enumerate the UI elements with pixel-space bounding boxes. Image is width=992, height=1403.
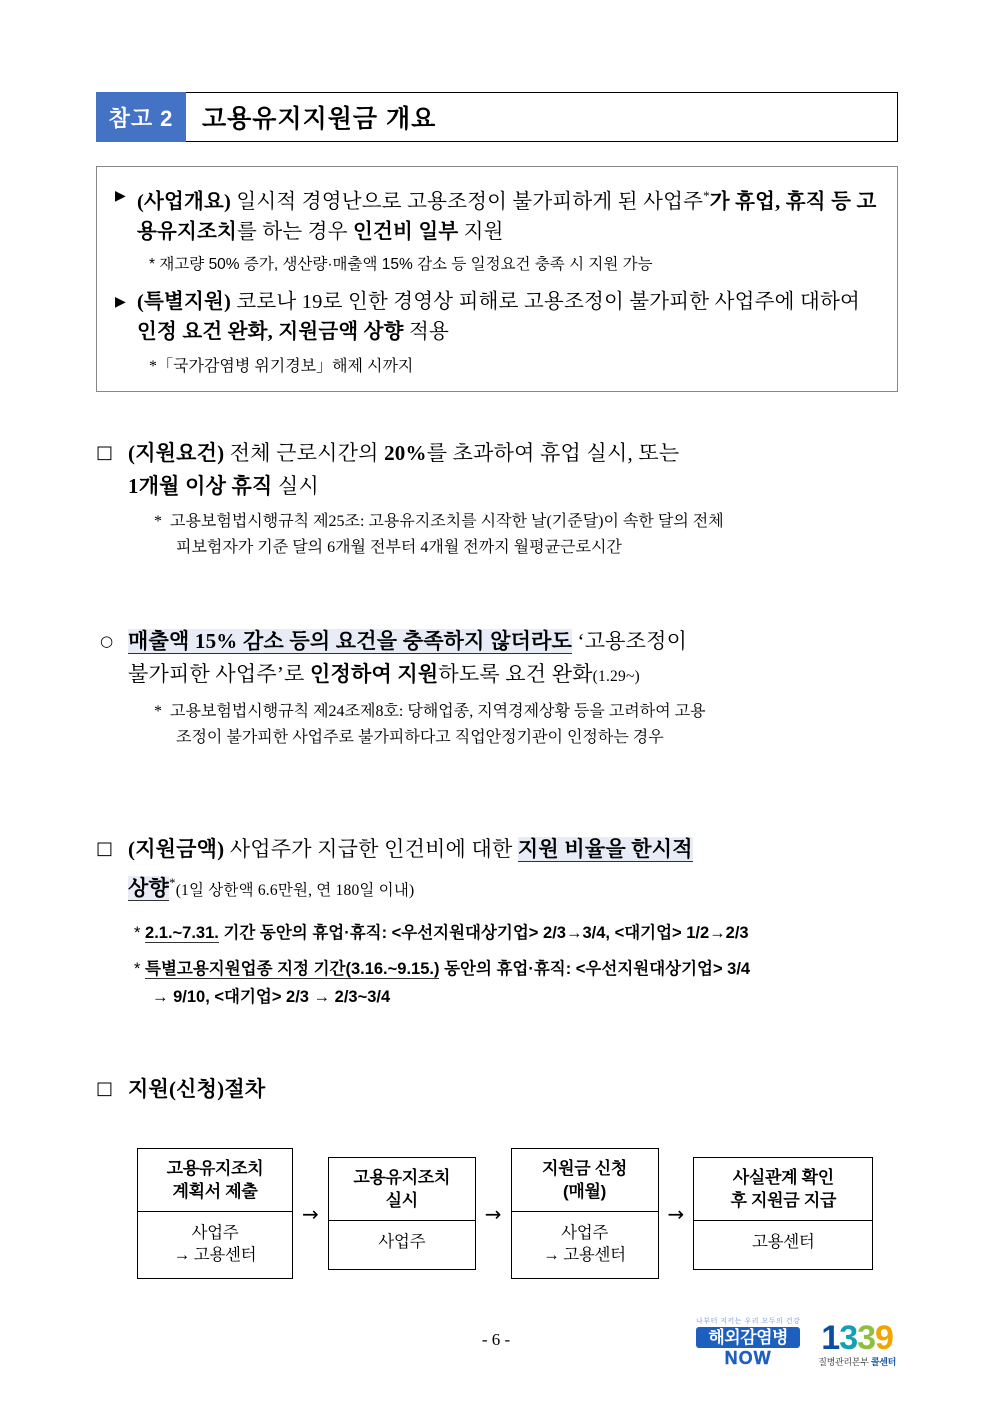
summary-bullet-1-text <box>137 181 879 247</box>
flow-step-3-actor-line1: 사업주 <box>561 1223 608 1242</box>
requirement-label: (지원요건) <box>128 441 225 465</box>
special-support-keyword: 인정 요건 완화, 지원금액 상향 <box>137 320 404 343</box>
flow-step-2-title-line1: 고용유지조치 <box>353 1168 451 1187</box>
note-2-rest: 동안의 휴업·휴직: <우선지원대상기업> 3/4 <box>439 960 751 978</box>
summary-box <box>96 166 898 392</box>
flow-step-4-title-line1: 사실관계 확인 <box>732 1168 834 1187</box>
summary-note-2: *「국가감염병 위기경보」해제 시까지 <box>149 357 414 375</box>
amount-highlight-1: 지원 비율을 한시적 <box>517 837 693 861</box>
logo-1339-digits <box>818 1321 896 1355</box>
flow-step-1-title <box>138 1149 292 1212</box>
page-number: - 6 - <box>481 1330 511 1349</box>
item-2-head <box>96 625 908 693</box>
flow-step-1-title-line1: 고용유지조치 <box>166 1159 264 1178</box>
flow-step-3-actor-line2: → 고용센터 <box>543 1245 626 1264</box>
amount-text-a: 사업주가 지급한 인건비에 대한 <box>224 837 518 861</box>
triangle-bullet-icon-2: ▶ <box>115 293 126 310</box>
item-4-head <box>96 1073 908 1106</box>
logo-1339-subtitle-pre: 질병관리본부 <box>818 1357 871 1367</box>
summary-bullet-1 <box>115 181 879 247</box>
note-2-line2: → 9/10, <대기업> 2/3 → 2/3~3/4 <box>152 988 391 1006</box>
requirement-line2-bold: 1개월 이상 휴직 <box>128 474 273 498</box>
flow-step-1 <box>137 1148 293 1279</box>
logo-now-main: 해외감염병 <box>696 1327 800 1348</box>
logo-1339 <box>818 1321 896 1367</box>
logo-1339-digit-4: 9 <box>875 1319 893 1357</box>
item-2-note <box>154 699 908 751</box>
logo-now-tagline: 나부터 지키는 우리 모두의 건강 <box>696 1318 801 1325</box>
flow-step-1-actor <box>138 1212 292 1278</box>
flow-step-4-actor-line1: 고용센터 <box>752 1232 815 1251</box>
square-bullet-icon-2: □ <box>96 838 114 859</box>
item-1-note <box>154 509 908 561</box>
summary-note-1: * 재고량 50% 증가, 생산량·매출액 15% 감소 등 일정요건 충족 시 지원 가능 <box>149 255 653 273</box>
footnote-star-3: * <box>134 924 141 942</box>
item-1-note-line1: 고용보험법시행규칙 제25조: 고용유지조치를 시작한 날(기준달)이 속한 달의 전체 <box>170 513 724 530</box>
item-2-note-line2: 조정이 불가피한 사업주로 불가피하다고 직업안정기관이 인정하는 경우 <box>176 729 664 746</box>
item-2-text <box>128 625 687 693</box>
flow-step-4 <box>693 1157 873 1270</box>
overview-text-1: 일시적 경영난으로 고용조정이 불가피하게 된 사업주 <box>231 190 704 213</box>
flow-step-3 <box>511 1148 659 1279</box>
relaxed-text-a: ‘고용조정이 <box>572 629 688 653</box>
item-3-text <box>128 833 693 907</box>
relaxed-highlight: 매출액 15% 감소 등의 요건을 충족하지 않더라도 <box>128 629 573 653</box>
logo-1339-digit-1: 1 <box>821 1319 840 1357</box>
footnote-star-1: * <box>154 513 162 530</box>
item-3-note-2 <box>134 955 908 1011</box>
procedure-label: 지원(신청)절차 <box>128 1077 266 1101</box>
item-2-note-line1: 고용보험법시행규칙 제24조제8호: 당해업종, 지역경제상황 등을 고려하여 고용 <box>170 703 706 720</box>
flow-step-2 <box>328 1157 476 1270</box>
logo-overseas-infectious-disease-now <box>696 1318 800 1367</box>
overview-text-4: 지원 <box>458 220 504 243</box>
relaxed-line2-bold: 인정하여 지원 <box>309 662 439 686</box>
relaxed-line2-date: (1.29~) <box>592 668 640 685</box>
flow-step-2-title <box>329 1158 475 1221</box>
footnote-star-2: * <box>154 703 162 720</box>
item-support-amount <box>96 833 908 1011</box>
triangle-bullet-icon: ▶ <box>115 188 126 204</box>
amount-highlight-2: 상향 <box>128 876 169 900</box>
flow-step-3-title-line1: 지원금 신청 <box>542 1159 628 1178</box>
flow-step-4-actor <box>694 1221 872 1269</box>
item-1-text <box>128 437 679 503</box>
logo-now-word: NOW <box>724 1348 772 1368</box>
note-1-period: 2.1.~7.31. <box>145 924 219 942</box>
logo-1339-digit-3: 3 <box>857 1319 876 1357</box>
flow-step-2-actor <box>329 1221 475 1269</box>
flow-step-4-title <box>694 1158 872 1221</box>
section-title-box <box>186 92 898 142</box>
flow-arrow-3-icon: → <box>667 1201 685 1226</box>
footer-logos <box>696 1318 896 1367</box>
relaxed-line2-a: 불가피한 사업주’로 <box>128 662 310 686</box>
reference-tag: 참고 2 <box>96 92 186 142</box>
note-1-rest: 기간 동안의 휴업·휴직: <우선지원대상기업> 2/3→3/4, <대기업> 1/2→2/3 <box>218 924 749 942</box>
section-header <box>96 92 898 142</box>
overview-keyword-2: 인건비 일부 <box>353 220 459 243</box>
flow-step-1-actor-line1: 사업주 <box>191 1223 239 1242</box>
circle-bullet-icon: ○ <box>100 632 114 650</box>
requirement-line2-rest: 실시 <box>272 474 319 498</box>
special-support-text-2: 적용 <box>403 320 450 343</box>
overview-keyword-1: 고용유지조치 <box>137 190 877 243</box>
special-support-label: (특별지원) <box>137 290 232 313</box>
footnote-mark-1: * <box>703 188 710 203</box>
note-2-period: 특별고용지원업종 지정 기간(3.16.~9.15.) <box>145 960 440 978</box>
item-procedure <box>96 1073 908 1106</box>
footnote-mark-2: * <box>168 875 176 890</box>
procedure-flow-diagram <box>137 1148 873 1279</box>
flow-step-3-title <box>512 1149 658 1212</box>
flow-step-3-title-line2: (매월) <box>563 1182 607 1201</box>
relaxed-line2-c: 하도록 요건 완화 <box>438 662 593 686</box>
flow-arrow-1-icon: → <box>302 1201 319 1226</box>
item-3-head <box>96 833 908 907</box>
item-relaxed-requirements <box>96 625 908 751</box>
requirement-percent: 20% <box>384 441 427 465</box>
square-bullet-icon-3: □ <box>96 1078 114 1099</box>
special-support-text-1: 코로나 19로 인한 경영상 피해로 고용조정이 불가피한 사업주에 대하여 <box>231 290 860 313</box>
item-1-note-line2: 피보험자가 기준 달의 6개월 전부터 4개월 전까지 월평균근로시간 <box>176 539 622 556</box>
square-bullet-icon: □ <box>96 442 114 463</box>
overview-text-2: 가 휴업, 휴직 등 <box>709 190 857 213</box>
amount-line2-rest: (1일 상한액 6.6만원, 연 180일 이내) <box>175 882 415 899</box>
flow-step-2-actor-line1: 사업주 <box>378 1232 426 1251</box>
flow-step-4-title-line2: 후 지원금 지급 <box>730 1191 837 1210</box>
overview-text-3: 를 하는 경우 <box>237 220 354 243</box>
overview-label: (사업개요) <box>137 190 232 213</box>
flow-step-1-title-line2: 계획서 제출 <box>172 1182 258 1201</box>
logo-1339-digit-2: 3 <box>839 1319 858 1357</box>
summary-bullet-2 <box>115 287 879 347</box>
logo-1339-subtitle <box>818 1358 896 1367</box>
summary-bullet-2-text <box>137 287 879 347</box>
requirement-text-c: 를 초과하여 휴업 실시, 또는 <box>426 441 680 465</box>
page-title: 고용유지지원금 개요 <box>202 105 437 133</box>
logo-1339-subtitle-bold: 콜센터 <box>870 1357 896 1367</box>
flow-step-3-actor <box>512 1212 658 1278</box>
footnote-star-4: * <box>134 960 141 978</box>
item-support-requirements <box>96 437 908 561</box>
requirement-text-a: 전체 근로시간의 <box>224 441 385 465</box>
flow-step-1-actor-line2: → 고용센터 <box>173 1245 257 1264</box>
item-3-note-1 <box>134 919 908 947</box>
item-1-head <box>96 437 908 503</box>
flow-arrow-2-icon: → <box>484 1201 502 1226</box>
flow-step-2-title-line2: 실시 <box>385 1191 418 1210</box>
amount-label: (지원금액) <box>128 837 225 861</box>
